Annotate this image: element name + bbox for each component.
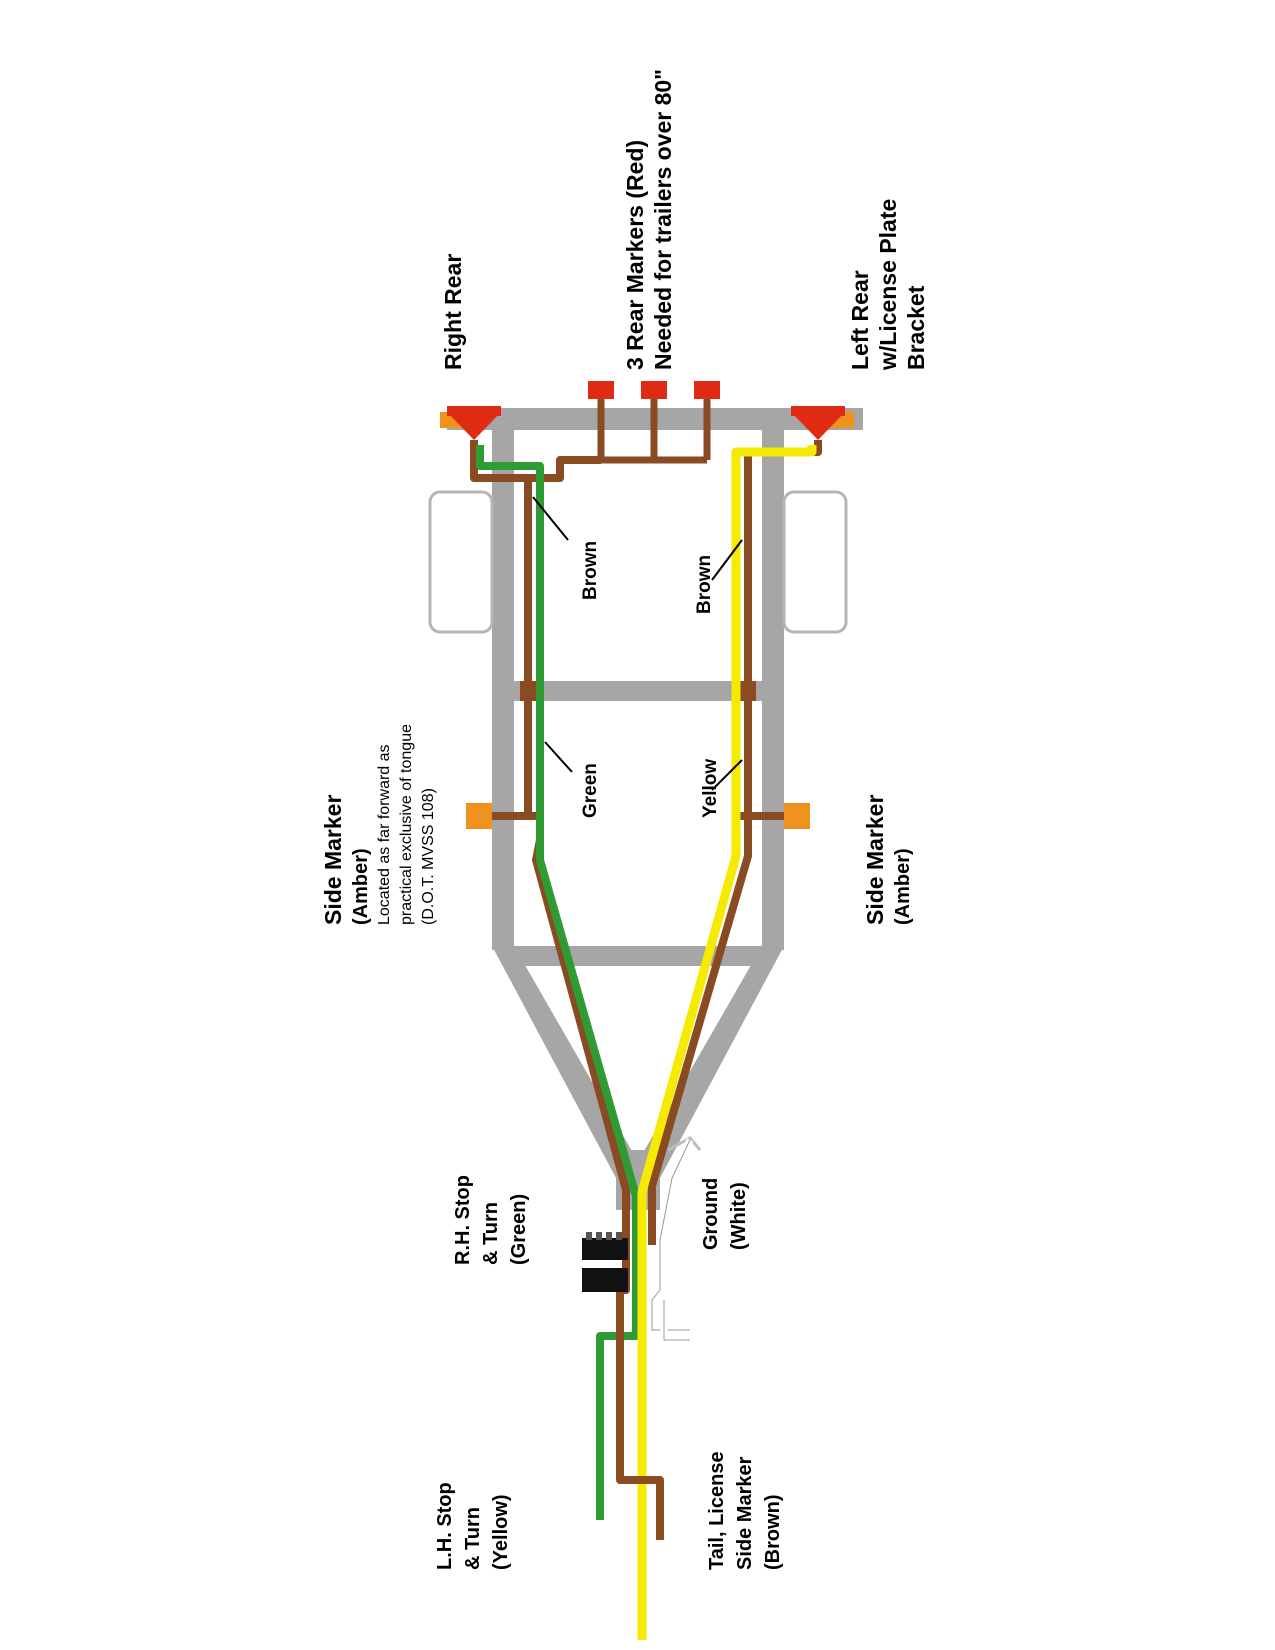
label-rear-markers-line2: Needed for trailers over 80" <box>650 68 676 370</box>
label-side-marker-top-line2: (Amber) <box>350 848 372 925</box>
label-left-rear-line1: Left Rear <box>847 270 873 370</box>
label-rear-markers-line1: 3 Rear Markers (Red) <box>622 139 648 370</box>
label-lh-stop-line1: L.H. Stop <box>434 1482 456 1570</box>
label-side-marker-bottom-line1: Side Marker <box>862 794 888 925</box>
connector-socket <box>582 1268 628 1292</box>
label-side-marker-bottom-line2: (Amber) <box>892 848 914 925</box>
label-right-rear: Right Rear <box>440 253 466 370</box>
label-lh-stop-line3: (Yellow) <box>490 1494 512 1570</box>
label-lh-stop-line2: & Turn <box>462 1507 484 1570</box>
label-tail-line3: (Brown) <box>762 1494 784 1570</box>
label-side-marker-top-line1: Side Marker <box>320 794 346 925</box>
label-rh-stop-line3: (Green) <box>508 1193 530 1265</box>
label-wire-brown-right: Brown <box>580 540 601 600</box>
label-ground-line1: Ground <box>700 1177 722 1250</box>
label-rh-stop-line2: & Turn <box>480 1202 502 1265</box>
label-wire-yellow: Yellow <box>700 758 721 818</box>
label-left-rear-line3: Bracket <box>903 285 929 370</box>
label-tail-line1: Tail, License <box>706 1451 728 1570</box>
leader-lines <box>533 497 742 790</box>
label-side-marker-note-line2: practical exclusive of tongue <box>398 724 415 925</box>
label-wire-brown-left: Brown <box>694 554 715 614</box>
label-left-rear-line2: w/License Plate <box>875 198 901 370</box>
label-side-marker-note-line1: Located as far forward as <box>376 744 393 925</box>
fenders <box>430 492 846 632</box>
label-ground-line2: (White) <box>728 1182 750 1250</box>
connector-plug <box>582 1232 628 1260</box>
label-rh-stop-line1: R.H. Stop <box>452 1175 474 1265</box>
label-tail-line2: Side Marker <box>734 1456 756 1570</box>
label-side-marker-note-line3: (D.O.T. MVSS 108) <box>420 788 437 925</box>
label-wire-green: Green <box>580 763 601 818</box>
